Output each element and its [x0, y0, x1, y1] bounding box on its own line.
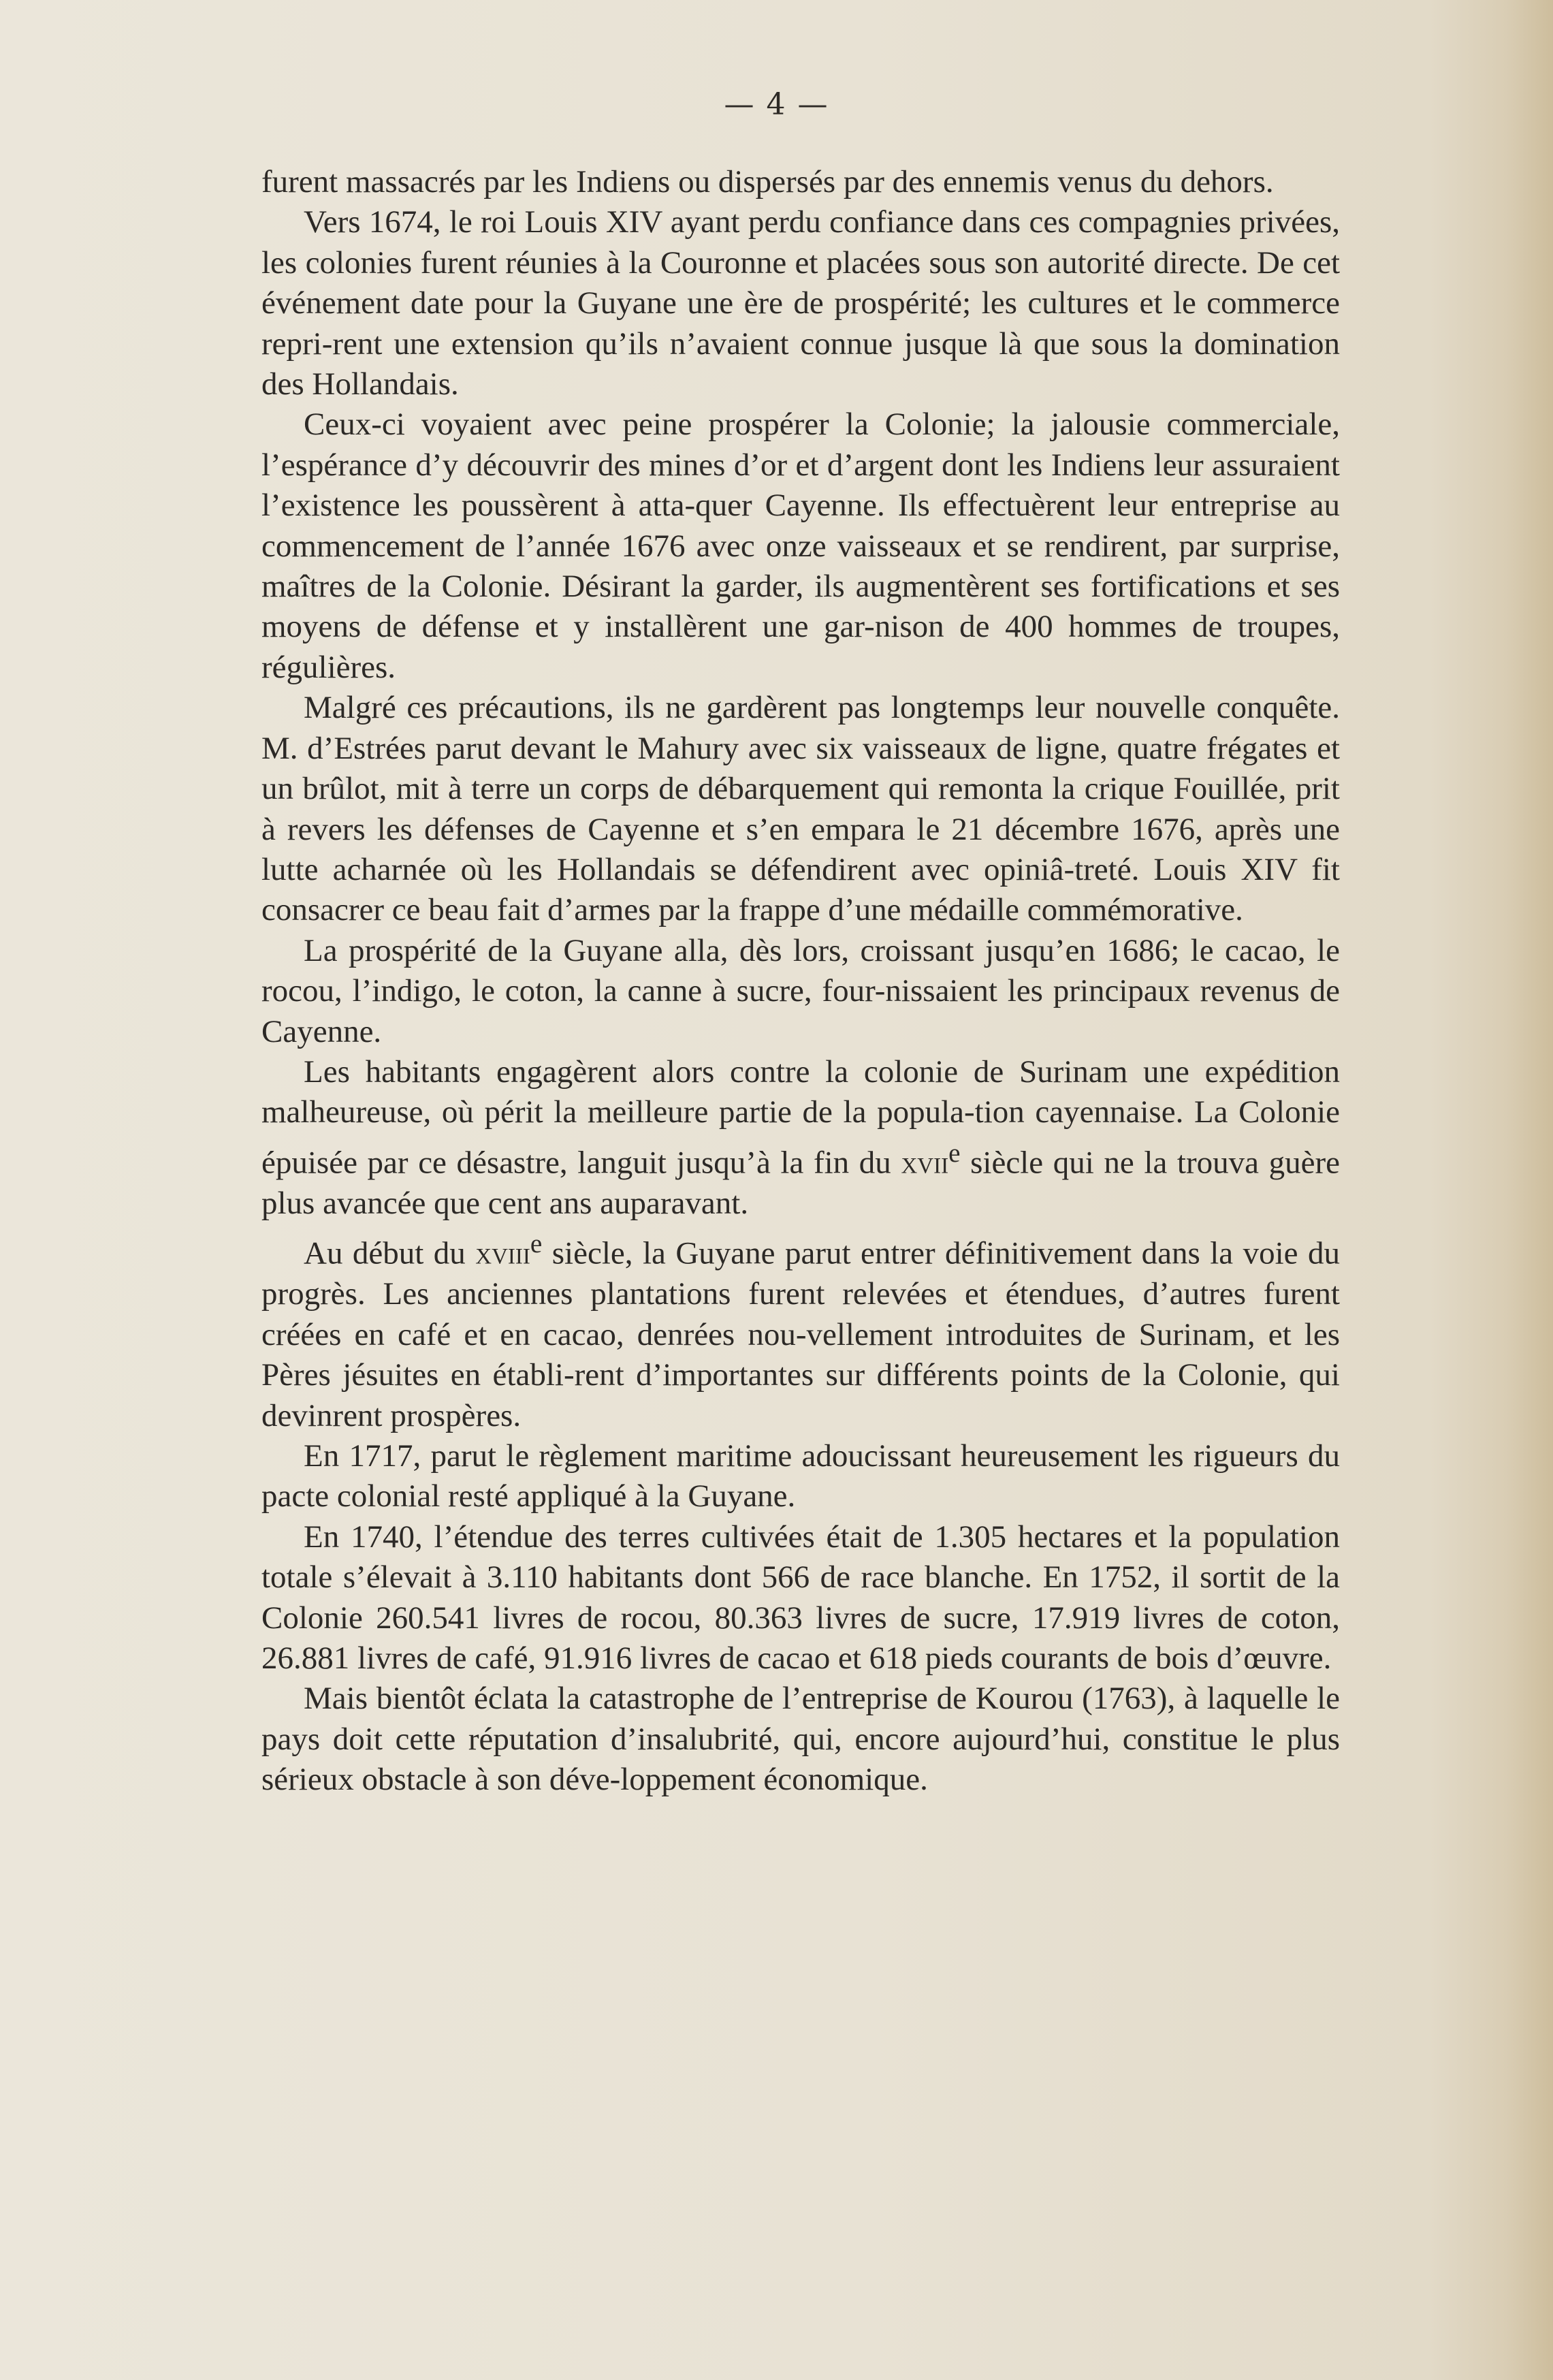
- century-numeral: xvii: [901, 1145, 949, 1181]
- paragraph-4: Malgré ces précautions, ils ne gardèrent pas longtemps leur nouvelle conquête. M. d’Estrées parut devant le Mahury avec six vaisseaux de ligne, quatre frégates et un brûlot, mit à terre un corps de débarquement qui remonta la crique Fouillée, prit à revers les défenses de Cayenne et s’en empara le 21 décembre 1676, après une lutte acharnée où les Hollandais se défendirent avec opiniâ-treté. Louis XIV fit consacrer ce beau fait d’armes par la frappe d’une médaille commémorative.: [261, 690, 1340, 928]
- paragraph-7: [261, 1224, 1340, 1436]
- century-superscript: e: [948, 1138, 961, 1168]
- paragraph-6-text: Les habitants engagèrent alors contre la colonie de Surinam une expédition malheureuse, où périt la meilleure partie de la popula-tion cayennaise. La Colonie épuisée par ce désastre, languit jusqu’à la fin du: [261, 1053, 1340, 1181]
- paragraph-6-rest: siècle qui ne la trouva guère plus avancée que cent ans auparavant.: [261, 1145, 1340, 1221]
- century-numeral: xviii: [475, 1235, 530, 1271]
- paragraph-9: En 1740, l’étendue des terres cultivées était de 1.305 hectares et la population totale s’élevait à 3.110 habitants dont 566 de race blanche. En 1752, il sortit de la Colonie 260.541 livres de rocou, 80.363 livres de sucre, 17.919 livres de coton, 26.881 livres de café, 91.916 livres de cacao et 618 pieds courants de bois d’œuvre.: [261, 1519, 1340, 1676]
- paragraph-8: En 1717, parut le règlement maritime adoucissant heureusement les rigueurs du pacte colonial resté appliqué à la Guyane.: [261, 1438, 1340, 1514]
- paragraph-10: Mais bientôt éclata la catastrophe de l’entreprise de Kourou (1763), à laquelle le pays doit cette réputation d’insalubrité, qui, encore aujourd’hui, constitue le plus sérieux obstacle à son déve-loppement économique.: [261, 1681, 1340, 1798]
- paragraph-3: Ceux-ci voyaient avec peine prospérer la Colonie; la jalousie commerciale, l’espérance d’y découvrir des mines d’or et d’argent dont les Indiens leur assuraient l’existence les poussèrent à atta-quer Cayenne. Ils effectuèrent leur entreprise au commencement de l’année 1676 avec onze vaisseaux et se rendirent, par surprise, maîtres de la Colonie. Désirant la garder, ils augmentèrent ses fortifications et ses moyens de défense et y installèrent une gar-nison de 400 hommes de troupes, régulières.: [261, 407, 1340, 685]
- paragraph-7-rest: siècle, la Guyane parut entrer définitivement dans la voie du progrès. Les anciennes plantations furent relevées et étendues, d’autres furent créées en café et en cacao, denrées nou-vellement introduites de Surinam, et les Pères jésuites en établi-rent d’importantes sur différents points de la Colonie, qui devinrent prospères.: [261, 1235, 1340, 1433]
- paragraph-6: [261, 1052, 1340, 1224]
- paragraph-5: La prospérité de la Guyane alla, dès lors, croissant jusqu’en 1686; le cacao, le rocou, l’indigo, le coton, la canne à sucre, four-nissaient les principaux revenus de Cayenne.: [261, 932, 1340, 1049]
- century-superscript: e: [530, 1229, 543, 1259]
- body-text: [261, 162, 1340, 1800]
- paragraph-1: furent massacrés par les Indiens ou dispersés par des ennemis venus du dehors.: [261, 164, 1274, 200]
- paragraph-7-text: Au début du: [304, 1235, 476, 1271]
- paragraph-2: Vers 1674, le roi Louis XIV ayant perdu confiance dans ces compagnies privées, les colonies furent réunies à la Couronne et placées sous son autorité directe. De cet événement date pour la Guyane une ère de prospérité; les cultures et le commerce repri-rent une extension qu’ils n’avaient connue jusque là que sous la domination des Hollandais.: [261, 204, 1340, 402]
- page-number: — 4 —: [724, 87, 829, 122]
